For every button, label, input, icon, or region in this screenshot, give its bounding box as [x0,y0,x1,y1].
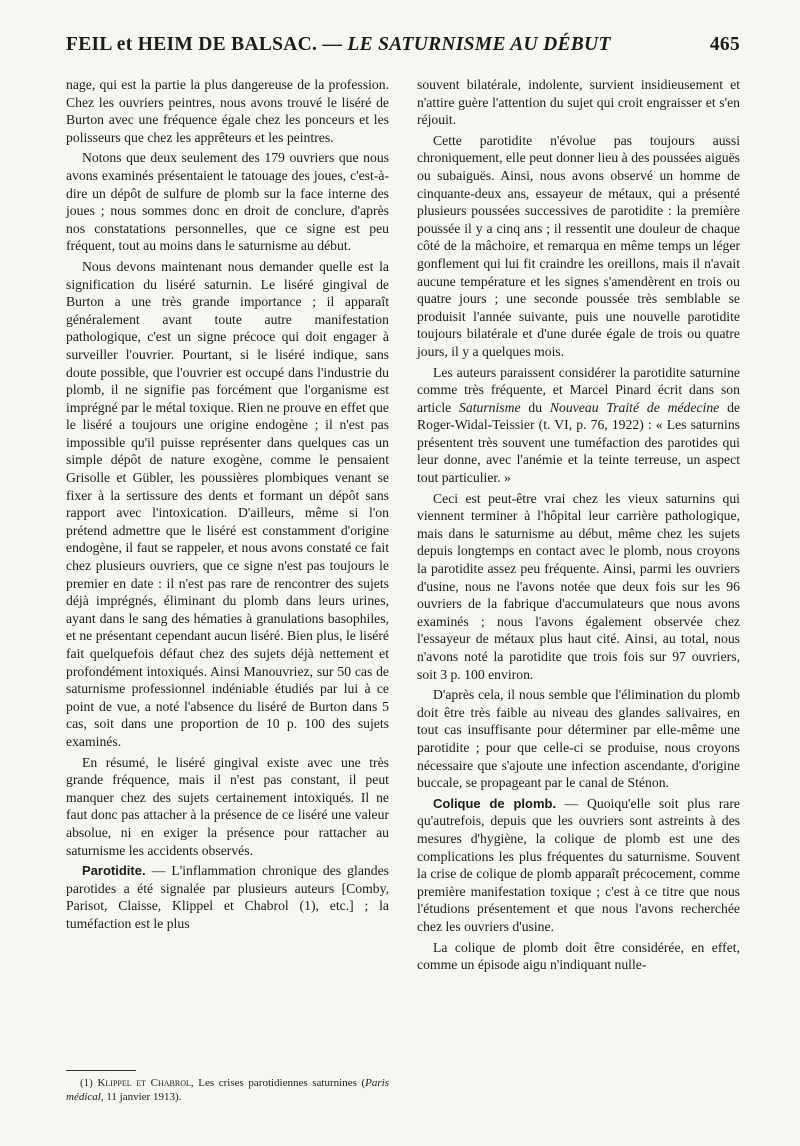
header-separator: — [322,34,343,55]
left-paragraph-4: En résumé, le liséré gingival existe avec une très grande fréquence, mais il n'est pas constant, il peut manquer chez des sujets certainement intoxiqués. Il ne faut donc pas attacher à la présence de ce liséré une valeur absolue, ni en exiger la présence pour rattacher au saturnisme les accidents observés. [66,754,389,858]
right-paragraph-5: D'après cela, il nous semble que l'élimination du plomb doit être très faible au niveau des glandes salivaires, en tout cas insuffisante pour déterminer par elle-même une parotidite ; pour que celle-ci se produise, nous croyons nécessaire que s'ajoute une infection ascendante, d'origine buccale, se propageant par le canal de Sténon. [417,687,740,791]
italic-saturnisme: Saturnisme [459,399,521,415]
footnote [66,1076,389,1104]
page-number: 465 [709,34,740,55]
footnote-date: , 11 janvier 1913). [100,1091,182,1103]
section-heading-parotidite: Parotidite. [82,863,146,879]
section-heading-colique: Colique de plomb. [433,795,557,811]
footnote-authors: Klippel et Chabrol, [97,1077,194,1089]
right-paragraph-2: Cette parotidite n'évolue pas toujours aussi chroniquement, elle peut donner lieu à des poussées aiguës ou subaiguës. Ainsi, nous avons observé un homme de cinquante-deux ans, essayeur de métaux, qui a présenté plusieurs poussées successives de parotidite : la première poussée il y a cinq ans ; il ressentit une douleur de chaque côté de la mâchoire, et remarqua en même temps un léger gonflement qui lui fit craindre les oreillons, mais il n'avait aucune température et les signes s'amendèrent en trois ou quatre jours ; une seconde poussée très semblable se produisit l'année suivante, puis une nouvelle parotidite toujours bilatérale et d'une durée égale de trois ou quatre jours, il y a quelques mois. [417,132,740,359]
footnote-rule [66,1070,136,1071]
right-column [417,76,740,977]
header-title: LE SATURNISME AU DÉBUT [347,34,611,55]
italic-nouveau-traite: Nouveau Traité de médecine [549,399,720,415]
footnote-marker: (1) [80,1077,93,1089]
left-paragraph-5-text: — L'inflammation chronique des glandes parotides a été signalée par plusieurs auteurs [Comby, Parisot, Claisse, Klippel et Chabrol (1), etc.] ; la tuméfaction est le plus [66,863,389,931]
running-head-text [66,34,611,56]
right-paragraph-7: La colique de plomb doit être considérée, en effet, comme un épisode aigu n'indiquant nulle- [417,939,740,973]
left-column [66,76,389,936]
right-paragraph-3b: du [520,399,550,415]
left-paragraph-2: Notons que deux seulement des 179 ouvriers que nous avons examinés présentaient le tatouage des joues, c'est-à-dire un dépôt de sulfure de plomb sur la face interne des joues ; nous sommes donc en droit de conclure, d'après nos constatations personnelles, que ce signe est peu fréquent, tout au moins dans le saturnisme au début. [66,150,389,254]
footnote-journal: Paris médical [66,1077,390,1103]
right-paragraph-1: souvent bilatérale, indolente, survient insidieusement et n'attire guère l'attention du sujet qui croit engraisser et s'en réjouit. [417,77,740,128]
right-paragraph-3a: Les auteurs paraissent considérer la parotidite saturnine comme très fréquente, et Marcel Pinard écrit dans son article [417,364,740,415]
right-paragraph-4: Ceci est peut-être vrai chez les vieux saturnins qui viennent terminer à l'hôpital leur carrière pathologique, mais dans le saturnisme au début, même chez les sujets depuis longtemps en contact avec le plomb, nous croyons la parotidite assez peu fréquente. Ainsi, parmi les ouvriers d'usine, nous ne l'avons notée que deux fois sur les 96 ouvriers de la fabrique d'accumulateurs que nous avons examinés ; nous l'avons également observée chez l'essayeur de métaux plus haut cité. Ainsi, au total, nous n'avons noté la parotidite que trois fois sur 97 ouvriers, soit 3 p. 100 environ. [417,490,740,682]
right-paragraph-6-text: — Quoiqu'elle soit plus rare qu'autrefois, depuis que les ouvriers sont astreints à des mesures d'hygiène, la colique de plomb est une des complications les plus fréquentes du saturnisme. Souvent la crise de colique de plomb apparaît précocement, comme première manifestation toxique ; c'est à ce titre que nous l'étudions présentement et que nous l'avons recherchée chez les ouvriers d'usine. [417,795,740,934]
right-paragraph-3c: de Roger-Widal-Teissier (t. VI, p. 76, 1922) : « Les saturnins présentent très souvent une tuméfaction des parotides qui leur donne, avec l'anémie et la teinte terreuse, un aspect tout particulier. » [417,399,740,486]
left-paragraph-1: nage, qui est la partie la plus dangereuse de la profession. Chez les ouvriers peintres, nous avons trouvé le liséré de Burton avec une fréquence égale chez les ponceurs et les polisseurs que chez les apprêteurs et les peintres. [66,77,389,145]
header-authors: FEIL et HEIM DE BALSAC. [66,34,318,55]
right-paragraph-3 [417,364,740,487]
left-paragraph-3: Nous devons maintenant nous demander quelle est la signification du liséré saturnin. Le liséré gingival de Burton a une très grande importance ; il apparaît généralement avant toute autre manifestation pathologique, c'est un signe précoce qui doit engager à surveiller l'ouvrier. Pourtant, si le liséré indique, sans doute possible, que l'ouvrier est occupé dans l'industrie du plomb, il ne signifie pas forcément que l'organisme est imprégné par le métal toxique. Rien ne prouve en effet que le liséré a toujours une origine endogène ; il n'est pas impossible qu'il puisse représenter dans quelques cas un simple dépôt de nature exogène, comme le pensaient Grisolle et Gübler, les poussières plombiques venant se fixer à la sertissure des dents et formant un dépôt sans rapport avec l'intoxication. D'ailleurs, même si l'on prétend admettre que le liséré est constamment d'origine endogène, il faut se rappeler, et nous avons constaté ce fait chez plusieurs ouvriers, que ce signe n'est pas toujours le premier en date : il n'est pas rare de rencontrer des sujets déjà imprégnés, éliminant du plomb dans leurs urines, ayant dans le sang des hématies à granulations basophiles, et ne présentant cependant aucun liséré. Bien plus, le liséré fait quelquefois défaut chez des sujets déjà nettement et profondément intoxiqués. Ainsi Manouvriez, sur 50 cas de saturnisme professionnel indéniable étudiés par lui à ce point de vue, a noté l'absence du liséré de Burton dans 5 cas, soit dans une proportion de 10 p. 100 des sujets examinés. [66,258,389,749]
footnote-text: Les crises parotidiennes saturnines ( [193,1077,366,1089]
right-paragraph-6 [417,795,740,936]
running-head [66,34,740,56]
left-paragraph-5 [66,862,389,932]
